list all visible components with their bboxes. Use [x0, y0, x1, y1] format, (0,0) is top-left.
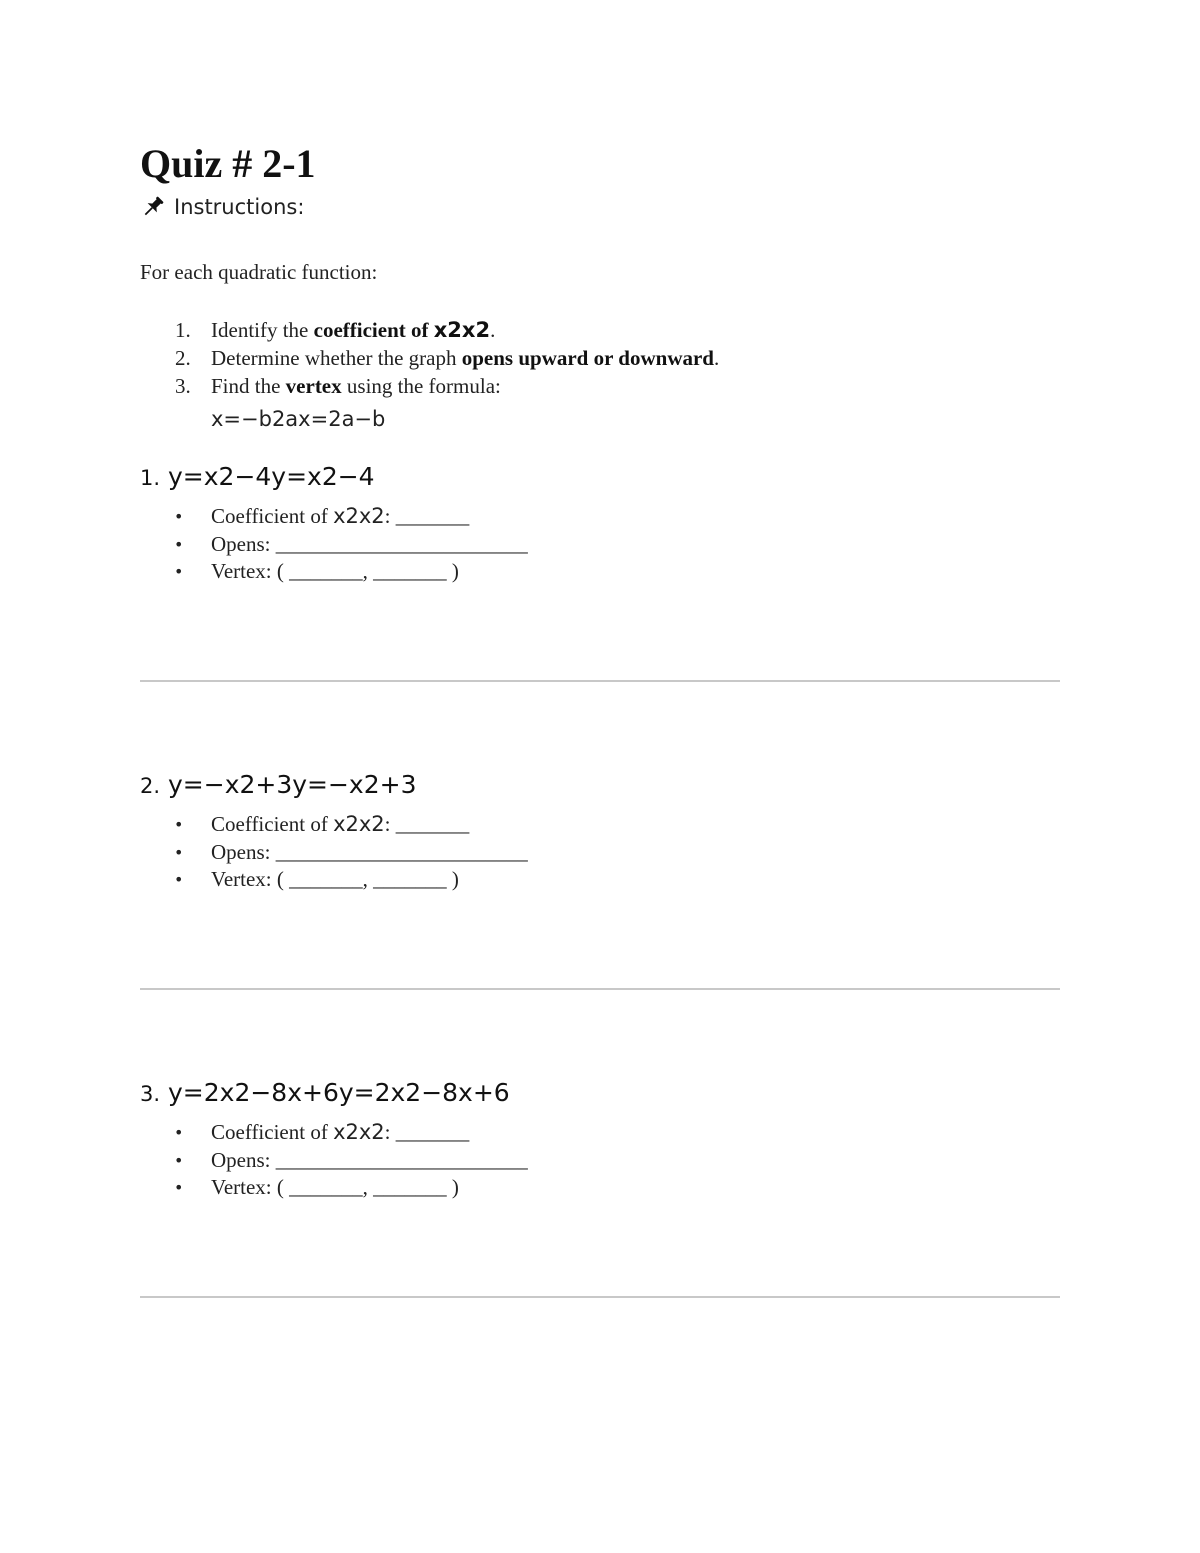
- step-item: 1. Identify the coefficient of x2x2.: [175, 318, 496, 342]
- section-divider: [140, 1296, 1060, 1298]
- opens-answer: • Opens: ________________________: [140, 1147, 1060, 1175]
- step-item: 2. Determine whether the graph opens upward or downward.: [175, 346, 720, 370]
- problem-2: [140, 768, 1060, 894]
- section-divider: [140, 988, 1060, 990]
- answer-list: [140, 811, 1060, 894]
- instructions-heading-text: Instructions:: [174, 195, 305, 219]
- vertex-formula: x=−b2ax=2a−b: [211, 407, 386, 431]
- answer-list: [140, 1119, 1060, 1202]
- problem-equation: 2. y=−x2+3y=−x2+3: [140, 770, 417, 799]
- step-item: 3. Find the vertex using the formula:: [175, 374, 501, 398]
- opens-answer: • Opens: ________________________: [140, 531, 1060, 559]
- pushpin-icon: [140, 194, 166, 220]
- vertex-answer: • Vertex: ( _______, _______ ): [140, 558, 1060, 586]
- opens-answer: • Opens: ________________________: [140, 839, 1060, 867]
- vertex-answer: • Vertex: ( _______, _______ ): [140, 866, 1060, 894]
- page-title: Quiz # 2-1: [140, 141, 316, 186]
- instruction-steps: [140, 316, 719, 400]
- problem-1: [140, 460, 1060, 586]
- problem-equation: 3. y=2x2−8x+6y=2x2−8x+6: [140, 1078, 510, 1107]
- coefficient-answer: • Coefficient of x2x2: _______: [140, 811, 1060, 839]
- coefficient-answer: • Coefficient of x2x2: _______: [140, 503, 1060, 531]
- section-divider: [140, 680, 1060, 682]
- coefficient-answer: • Coefficient of x2x2: _______: [140, 1119, 1060, 1147]
- problem-3: [140, 1076, 1060, 1202]
- instructions-heading: [140, 192, 304, 222]
- vertex-answer: • Vertex: ( _______, _______ ): [140, 1174, 1060, 1202]
- intro-text: For each quadratic function:: [140, 260, 378, 284]
- problem-equation: 1. y=x2−4y=x2−4: [140, 462, 375, 491]
- answer-list: [140, 503, 1060, 586]
